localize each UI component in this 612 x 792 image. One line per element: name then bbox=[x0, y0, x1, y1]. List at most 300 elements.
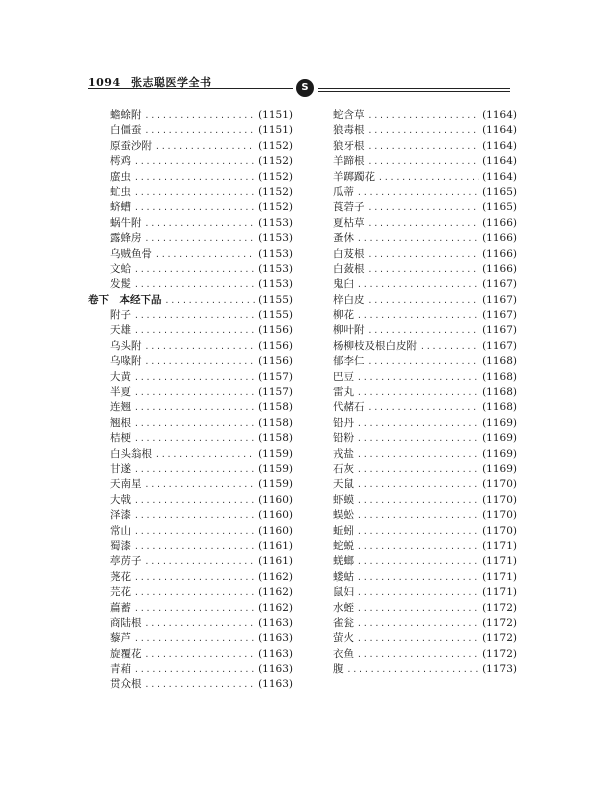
toc-entry-page: (1158) bbox=[258, 432, 293, 445]
toc-entry-title: 乌喙附 bbox=[110, 355, 142, 368]
dot-leader bbox=[357, 557, 479, 566]
dot-leader bbox=[155, 250, 255, 259]
toc-entry-page: (1164) bbox=[482, 170, 517, 183]
toc-entry-title: 蟾蜍附 bbox=[110, 109, 142, 121]
toc-entry-title: 贯众根 bbox=[110, 678, 142, 691]
dot-leader bbox=[134, 403, 255, 412]
toc-entry bbox=[88, 415, 293, 430]
toc-entry bbox=[333, 600, 517, 615]
toc-entry bbox=[88, 630, 293, 645]
toc-entry bbox=[88, 230, 293, 245]
toc-entry-page: (1168) bbox=[482, 386, 517, 399]
toc-entry-page: (1165) bbox=[482, 201, 517, 214]
toc-entry bbox=[333, 615, 517, 630]
toc-entry-title: 蚤休 bbox=[333, 232, 354, 245]
toc-entry-title: 原蚕沙附 bbox=[110, 139, 152, 152]
toc-entry-page: (1171) bbox=[482, 539, 517, 552]
toc-entry bbox=[88, 153, 293, 168]
dot-leader bbox=[368, 296, 480, 305]
toc-entry bbox=[88, 584, 293, 599]
toc-entry-title: 蜗牛附 bbox=[110, 216, 142, 229]
dot-leader bbox=[134, 188, 255, 197]
toc-entry bbox=[333, 246, 517, 261]
toc-entry bbox=[333, 569, 517, 584]
toc-entry bbox=[333, 138, 517, 153]
toc-entry-page: (1169) bbox=[482, 432, 517, 445]
toc-entry bbox=[88, 538, 293, 553]
dot-leader bbox=[134, 203, 255, 212]
dot-leader bbox=[134, 604, 255, 613]
toc-entry-title: 翘根 bbox=[110, 416, 131, 429]
toc-entry-page: (1163) bbox=[258, 616, 293, 629]
toc-entry-page: (1170) bbox=[482, 509, 517, 522]
dot-leader bbox=[347, 665, 480, 674]
dot-leader bbox=[145, 557, 256, 566]
toc-entry bbox=[88, 430, 293, 445]
dot-leader bbox=[368, 250, 480, 259]
toc-entry-page: (1153) bbox=[258, 262, 293, 275]
toc-entry-page: (1162) bbox=[258, 601, 293, 614]
toc-entry-title: 大黄 bbox=[110, 370, 131, 383]
dot-leader bbox=[145, 111, 256, 120]
toc-entry bbox=[88, 369, 293, 384]
dot-leader bbox=[134, 573, 255, 582]
toc-entry-page: (1172) bbox=[482, 647, 517, 660]
page-number: 1094 bbox=[88, 76, 121, 89]
toc-entry-title: 蜈蚣 bbox=[333, 509, 354, 522]
dot-leader bbox=[357, 588, 479, 597]
toc-entry-title: 露蜂房 bbox=[110, 232, 142, 245]
toc-entry-title: 羊踯躅花 bbox=[333, 170, 375, 183]
toc-entry bbox=[88, 261, 293, 276]
toc-entry bbox=[88, 600, 293, 615]
toc-entry-page: (1164) bbox=[482, 139, 517, 152]
toc-entry bbox=[333, 230, 517, 245]
toc-entry-title: 萹蓄 bbox=[110, 601, 131, 614]
toc-entry bbox=[333, 476, 517, 491]
toc-entry-page: (1164) bbox=[482, 124, 517, 137]
toc-entry-title: 白蔹根 bbox=[333, 262, 365, 275]
dot-leader bbox=[368, 357, 480, 366]
toc-entry bbox=[88, 169, 293, 184]
toc-entry bbox=[88, 461, 293, 476]
dot-leader bbox=[134, 434, 255, 443]
toc-entry bbox=[88, 507, 293, 522]
toc-entry-title: 夏枯草 bbox=[333, 216, 365, 229]
toc-entry-page: (1171) bbox=[482, 555, 517, 568]
dot-leader bbox=[134, 388, 255, 397]
toc-entry bbox=[333, 122, 517, 137]
toc-entry-title: 水蛭 bbox=[333, 601, 354, 614]
toc-entry bbox=[88, 476, 293, 491]
toc-entry-title: 瓜蒂 bbox=[333, 185, 354, 198]
toc-entry-page: (1156) bbox=[258, 355, 293, 368]
toc-entry-page: (1171) bbox=[482, 586, 517, 599]
dot-leader bbox=[378, 173, 479, 182]
toc-entry bbox=[88, 523, 293, 538]
toc-entry bbox=[333, 292, 517, 307]
toc-entry-title: 代赭石 bbox=[333, 401, 365, 414]
toc-entry-page: (1157) bbox=[258, 370, 293, 383]
toc-entry-title: 常山 bbox=[110, 524, 131, 537]
toc-entry-page: (1161) bbox=[258, 555, 293, 568]
toc-entry-page: (1155) bbox=[258, 309, 293, 322]
toc-entry-page: (1152) bbox=[258, 201, 293, 214]
dot-leader bbox=[357, 388, 479, 397]
toc-entry-page: (1169) bbox=[482, 416, 517, 429]
dot-leader bbox=[368, 265, 480, 274]
toc-entry-title: 泽漆 bbox=[110, 509, 131, 522]
toc-entry-title: 莨菪子 bbox=[333, 201, 365, 214]
toc-entry-page: (1159) bbox=[258, 462, 293, 475]
toc-entry-page: (1153) bbox=[258, 232, 293, 245]
toc-entry-page: (1163) bbox=[258, 647, 293, 660]
toc-entry bbox=[333, 369, 517, 384]
dot-leader bbox=[134, 311, 255, 320]
dot-leader bbox=[134, 419, 255, 428]
toc-entry bbox=[88, 338, 293, 353]
dot-leader bbox=[357, 542, 479, 551]
dot-leader bbox=[357, 188, 479, 197]
toc-entry-title: 旋覆花 bbox=[110, 647, 142, 660]
toc-entry-title: 蛇含草 bbox=[333, 109, 365, 121]
toc-entry-page: (1167) bbox=[482, 278, 517, 291]
toc-entry-title: 荛花 bbox=[110, 570, 131, 583]
toc-entry-title: 樗鸡 bbox=[110, 155, 131, 168]
toc-entry bbox=[333, 276, 517, 291]
dot-leader bbox=[145, 480, 256, 489]
toc-entry bbox=[333, 184, 517, 199]
toc-entry-title: 蜀漆 bbox=[110, 539, 131, 552]
toc-entry-page: (1169) bbox=[482, 447, 517, 460]
toc-entry-page: (1163) bbox=[258, 663, 293, 676]
toc-entry-page: (1172) bbox=[482, 601, 517, 614]
toc-entry-title: 大戟 bbox=[110, 493, 131, 506]
dot-leader bbox=[155, 450, 255, 459]
dot-leader bbox=[357, 311, 479, 320]
toc-entry-page: (1153) bbox=[258, 247, 293, 260]
toc-entry-title: 雷丸 bbox=[333, 386, 354, 399]
toc-entry bbox=[333, 107, 517, 122]
dot-leader bbox=[357, 280, 479, 289]
toc-entry-page: (1157) bbox=[258, 386, 293, 399]
dot-leader bbox=[145, 357, 256, 366]
toc-entry bbox=[333, 199, 517, 214]
toc-entry-title: 杨柳枝及根白皮附 bbox=[333, 339, 417, 352]
dot-leader bbox=[368, 219, 480, 228]
toc-entry-page: (1156) bbox=[258, 324, 293, 337]
toc-entry-page: (1162) bbox=[258, 586, 293, 599]
toc-entry-page: (1170) bbox=[482, 493, 517, 506]
toc-entry-title: 铅丹 bbox=[333, 416, 354, 429]
toc-entry-page: (1171) bbox=[482, 570, 517, 583]
toc-entry bbox=[333, 553, 517, 568]
toc-entry-page: (1160) bbox=[258, 524, 293, 537]
toc-entry bbox=[88, 492, 293, 507]
toc-entry bbox=[88, 122, 293, 137]
toc-entry-title: 乌贼鱼骨 bbox=[110, 247, 152, 260]
toc-entry-page: (1153) bbox=[258, 216, 293, 229]
toc-entry bbox=[333, 446, 517, 461]
toc-entry-page: (1159) bbox=[258, 447, 293, 460]
dot-leader bbox=[134, 511, 255, 520]
toc-entry-page: (1169) bbox=[482, 462, 517, 475]
dot-leader bbox=[134, 373, 255, 382]
toc-entry bbox=[88, 246, 293, 261]
toc-entry bbox=[88, 676, 293, 691]
toc-entry-title: 䗪虫 bbox=[110, 170, 131, 183]
toc-entry bbox=[333, 153, 517, 168]
dot-leader bbox=[134, 280, 255, 289]
dot-leader bbox=[134, 588, 255, 597]
dot-leader bbox=[134, 496, 255, 505]
toc-entry bbox=[88, 307, 293, 322]
toc-entry-page: (1158) bbox=[258, 401, 293, 414]
toc-entry-page: (1167) bbox=[482, 339, 517, 352]
header-rule-left bbox=[88, 88, 293, 89]
toc-entry-page: (1168) bbox=[482, 355, 517, 368]
dot-leader bbox=[145, 619, 256, 628]
toc-entry bbox=[88, 215, 293, 230]
toc-entry bbox=[333, 661, 517, 676]
dot-leader bbox=[357, 619, 479, 628]
toc-entry-title: 蛴螬 bbox=[110, 201, 131, 214]
toc-entry-page: (1167) bbox=[482, 324, 517, 337]
toc-entry-page: (1172) bbox=[482, 632, 517, 645]
toc-entry-title: 衣鱼 bbox=[333, 647, 354, 660]
toc-entry-title: 巴豆 bbox=[333, 370, 354, 383]
dot-leader bbox=[357, 496, 479, 505]
toc-entry-page: (1162) bbox=[258, 570, 293, 583]
toc-entry-page: (1152) bbox=[258, 139, 293, 152]
header-rule-right-double bbox=[318, 91, 510, 92]
dot-leader bbox=[357, 419, 479, 428]
toc-entry-page: (1151) bbox=[258, 109, 293, 121]
toc-entry bbox=[333, 523, 517, 538]
toc-entry-title: 虾蟆 bbox=[333, 493, 354, 506]
toc-entry bbox=[88, 199, 293, 214]
toc-entry bbox=[333, 538, 517, 553]
dot-leader bbox=[155, 142, 255, 151]
toc-entry bbox=[333, 584, 517, 599]
toc-entry-page: (1152) bbox=[258, 155, 293, 168]
toc-entry-title: 虻虫 bbox=[110, 185, 131, 198]
dot-leader bbox=[134, 157, 255, 166]
toc-entry bbox=[88, 322, 293, 337]
toc-entry bbox=[333, 646, 517, 661]
toc-entry-title: 柳叶附 bbox=[333, 324, 365, 337]
dot-leader bbox=[145, 680, 256, 689]
toc-entry-page: (1155) bbox=[258, 293, 293, 306]
dot-leader bbox=[145, 342, 256, 351]
toc-entry-page: (1156) bbox=[258, 339, 293, 352]
dot-leader bbox=[134, 527, 255, 536]
toc-entry-title: 蛇蜕 bbox=[333, 539, 354, 552]
toc-entry bbox=[333, 169, 517, 184]
dot-leader bbox=[134, 634, 255, 643]
toc-entry-page: (1170) bbox=[482, 478, 517, 491]
publisher-logo-icon: S bbox=[296, 79, 314, 97]
toc-entry-title: 狼牙根 bbox=[333, 139, 365, 152]
toc-entry-title: 梓白皮 bbox=[333, 293, 365, 306]
toc-entry-title: 鬼臼 bbox=[333, 278, 354, 291]
toc-entry bbox=[88, 553, 293, 568]
dot-leader bbox=[357, 573, 479, 582]
dot-leader bbox=[368, 326, 480, 335]
toc-entry-title: 白芨根 bbox=[333, 247, 365, 260]
toc-entry-title: 芫花 bbox=[110, 586, 131, 599]
toc-entry-title: 白头翁根 bbox=[110, 447, 152, 460]
toc-entry bbox=[88, 399, 293, 414]
toc-entry bbox=[88, 353, 293, 368]
toc-entry-title: 石灰 bbox=[333, 462, 354, 475]
book-title: 张志聪医学全书 bbox=[130, 76, 212, 89]
dot-leader bbox=[368, 403, 480, 412]
dot-leader bbox=[357, 234, 479, 243]
toc-entry-title: 半夏 bbox=[110, 386, 131, 399]
toc-entry bbox=[88, 184, 293, 199]
toc-entry-page: (1170) bbox=[482, 524, 517, 537]
dot-leader bbox=[357, 373, 479, 382]
dot-leader bbox=[145, 219, 256, 228]
header-rule-right bbox=[318, 88, 510, 89]
toc-entry bbox=[333, 399, 517, 414]
toc-entry bbox=[333, 261, 517, 276]
toc-entry-title: 鼠妇 bbox=[333, 586, 354, 599]
toc-entry-title: 连翘 bbox=[110, 401, 131, 414]
toc-entry-page: (1152) bbox=[258, 185, 293, 198]
toc-entry-page: (1164) bbox=[482, 109, 517, 121]
toc-entry-title: 甘遂 bbox=[110, 462, 131, 475]
dot-leader bbox=[368, 126, 480, 135]
toc-entry bbox=[88, 107, 293, 122]
toc-entry-title: 腹 bbox=[333, 663, 344, 676]
toc-entry bbox=[333, 430, 517, 445]
toc-entry bbox=[333, 630, 517, 645]
toc-entry-title: 葶苈子 bbox=[110, 555, 142, 568]
dot-leader bbox=[357, 604, 479, 613]
toc-entry-page: (1172) bbox=[482, 616, 517, 629]
toc-entry-page: (1159) bbox=[258, 478, 293, 491]
dot-leader bbox=[165, 296, 256, 305]
toc-entry-page: (1167) bbox=[482, 309, 517, 322]
dot-leader bbox=[134, 542, 255, 551]
toc-entry bbox=[88, 276, 293, 291]
toc-entry-title: 商陆根 bbox=[110, 616, 142, 629]
toc-entry-page: (1160) bbox=[258, 493, 293, 506]
toc-entry bbox=[88, 384, 293, 399]
toc-entry-title: 雀瓮 bbox=[333, 616, 354, 629]
dot-leader bbox=[368, 142, 480, 151]
toc-entry-title: 发髲 bbox=[110, 278, 131, 291]
dot-leader bbox=[357, 450, 479, 459]
dot-leader bbox=[357, 511, 479, 520]
toc-entry bbox=[333, 384, 517, 399]
toc-entry-page: (1153) bbox=[258, 278, 293, 291]
toc-entry-page: (1152) bbox=[258, 170, 293, 183]
toc-entry-title: 桔梗 bbox=[110, 432, 131, 445]
dot-leader bbox=[357, 465, 479, 474]
toc-entry-title: 郁李仁 bbox=[333, 355, 365, 368]
toc-left-column bbox=[88, 107, 293, 692]
toc-entry-page: (1168) bbox=[482, 401, 517, 414]
toc-entry-title: 羊蹄根 bbox=[333, 155, 365, 168]
toc-right-column bbox=[333, 107, 517, 676]
toc-entry-title: 蝼蛄 bbox=[333, 570, 354, 583]
toc-entry bbox=[333, 353, 517, 368]
dot-leader bbox=[145, 126, 256, 135]
toc-entry bbox=[333, 307, 517, 322]
dot-leader bbox=[357, 480, 479, 489]
toc-entry-page: (1166) bbox=[482, 247, 517, 260]
dot-leader bbox=[357, 650, 479, 659]
toc-entry-title: 天南星 bbox=[110, 478, 142, 491]
toc-entry-page: (1164) bbox=[482, 155, 517, 168]
dot-leader bbox=[368, 203, 480, 212]
toc-entry-title: 青葙 bbox=[110, 663, 131, 676]
toc-entry-title: 藜芦 bbox=[110, 632, 131, 645]
toc-entry-title: 狼毒根 bbox=[333, 124, 365, 137]
toc-entry-page: (1173) bbox=[482, 663, 517, 676]
dot-leader bbox=[134, 665, 255, 674]
toc-entry-page: (1165) bbox=[482, 185, 517, 198]
toc-entry-title: 卷下 本经下品 bbox=[88, 293, 162, 306]
toc-entry bbox=[88, 569, 293, 584]
dot-leader bbox=[145, 650, 256, 659]
toc-entry-title: 天雄 bbox=[110, 324, 131, 337]
toc-entry bbox=[88, 446, 293, 461]
toc-entry bbox=[88, 138, 293, 153]
toc-entry-page: (1151) bbox=[258, 124, 293, 137]
toc-entry bbox=[333, 492, 517, 507]
toc-entry-page: (1166) bbox=[482, 262, 517, 275]
toc-entry bbox=[333, 322, 517, 337]
toc-entry-title: 天鼠 bbox=[333, 478, 354, 491]
toc-entry-title: 戎盐 bbox=[333, 447, 354, 460]
toc-entry-title: 蚯蚓 bbox=[333, 524, 354, 537]
toc-entry bbox=[88, 615, 293, 630]
toc-section-heading bbox=[88, 292, 293, 307]
dot-leader bbox=[420, 342, 479, 351]
toc-entry-page: (1168) bbox=[482, 370, 517, 383]
toc-entry-page: (1163) bbox=[258, 632, 293, 645]
dot-leader bbox=[357, 434, 479, 443]
toc-entry-title: 白僵蚕 bbox=[110, 124, 142, 137]
toc-entry-page: (1166) bbox=[482, 216, 517, 229]
toc-entry-page: (1161) bbox=[258, 539, 293, 552]
toc-entry bbox=[333, 415, 517, 430]
toc-entry-page: (1163) bbox=[258, 678, 293, 691]
toc-entry bbox=[333, 215, 517, 230]
toc-entry-title: 蜣螂 bbox=[333, 555, 354, 568]
toc-entry-page: (1160) bbox=[258, 509, 293, 522]
dot-leader bbox=[134, 465, 255, 474]
toc-entry-title: 萤火 bbox=[333, 632, 354, 645]
toc-entry bbox=[88, 646, 293, 661]
toc-entry-page: (1158) bbox=[258, 416, 293, 429]
toc-entry bbox=[333, 507, 517, 522]
dot-leader bbox=[357, 527, 479, 536]
dot-leader bbox=[368, 157, 480, 166]
toc-entry-title: 文蛤 bbox=[110, 262, 131, 275]
toc-entry bbox=[333, 461, 517, 476]
toc-entry-title: 铅粉 bbox=[333, 432, 354, 445]
dot-leader bbox=[145, 234, 256, 243]
toc-entry-title: 乌头附 bbox=[110, 339, 142, 352]
dot-leader bbox=[357, 634, 479, 643]
toc-entry-page: (1167) bbox=[482, 293, 517, 306]
toc-entry bbox=[333, 338, 517, 353]
